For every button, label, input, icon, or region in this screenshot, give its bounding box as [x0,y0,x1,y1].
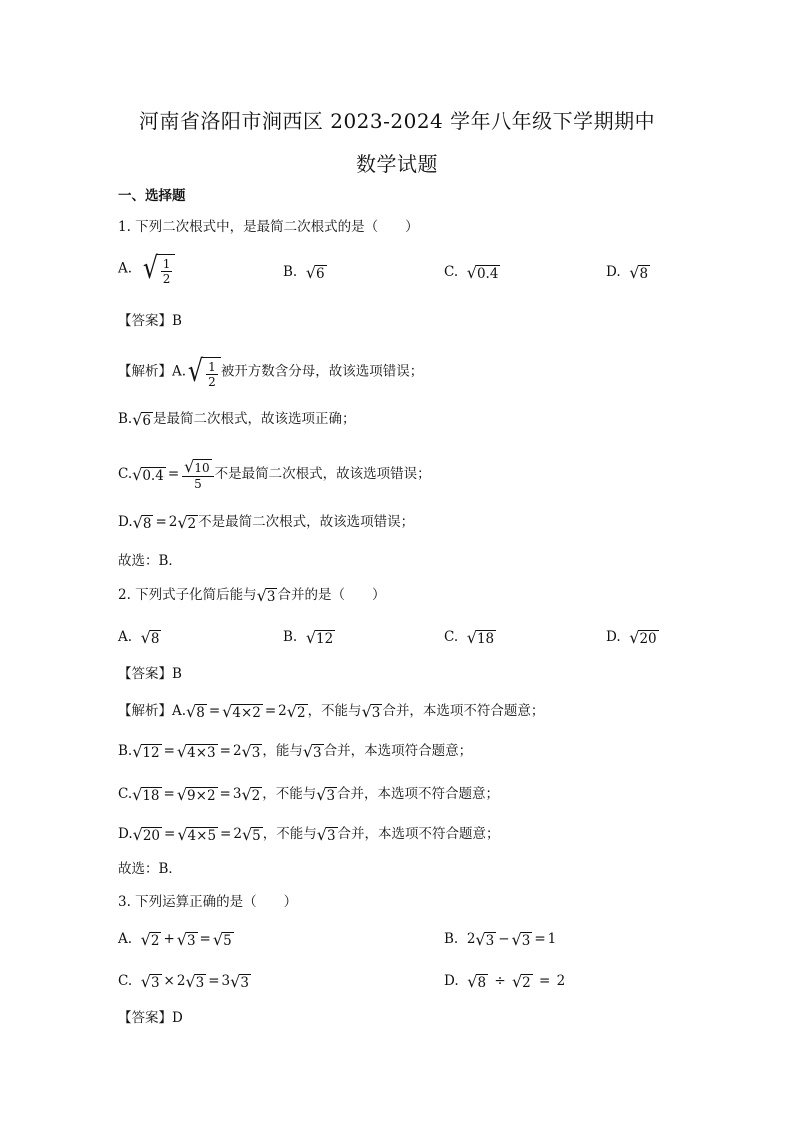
q2-answer: 【答案】B [118,666,182,682]
q1-option-b: B. √ 6 [283,262,325,282]
q2-option-c: C. √ 18 [444,627,495,647]
q2-option-a: A. √ 8 [118,627,160,647]
q3-option-c: C. √ 3 × 2 √ 3 = 3 √ 3 [118,971,249,991]
q1-option-d: D. √ 8 [606,262,649,282]
q1-explanation-d: D. √ 8 = 2 √ 2 不是最简二次根式，故该选项错误； [118,512,415,532]
q3-option-d: D. √ 8 ÷ √ 2 = 2 [444,971,566,991]
q1-stem: 1. 下列二次根式中，是最简二次根式的是（ ） [118,219,419,235]
q3-answer: 【答案】D [118,1010,183,1026]
q1-explanation-a: 【解析】A. √ $\frac{1}{2}$ 被开方数含分母，故该选项错误； [118,354,424,389]
q1-option-c: C. √ 0.4 [444,262,499,282]
q1-conclusion: 故选：B． [118,553,182,569]
q3-stem: 3. 下列运算正确的是（ ） [118,894,298,910]
q3-option-b: B. 2 √ 3 − √ 3 = 1 [444,929,557,949]
q2-explanation-c: C. √ 18 = √ 9×2 = 3 √ 2 ，不能与 √ 3 合并，本选项不符合题意； [118,784,500,804]
q1-explanation-c: C. √ 0.4 = √ 10 5 不是最简二次根式，故该选项错误； [118,457,431,491]
q2-conclusion: 故选：B． [118,861,182,877]
q3-option-a: A. √ 2 + √ 3 = √ 5 [118,929,232,949]
q1-answer: 【答案】B [118,313,182,329]
q2-stem: 2. 下列式子化简后能与 √ 3 合并的是（ ） [118,585,386,605]
section-heading: 一、选择题 [118,188,186,204]
q2-explanation-a: 【解析】A. √ 8 = √ 4×2 = 2 √ 2 ，不能与 √ 3 合并，本选项不符合题意； [118,701,545,721]
q2-explanation-d: D. √ 20 = √ 4×5 = 2 √ 5 ，不能与 √ 3 合并，本选项不符合题意； [118,824,500,844]
q2-option-b: B. √ 12 [283,627,334,647]
q1-explanation-b: B. √ 6 是最简二次根式，故该选项正确； [118,409,356,429]
q1-option-a: A. √ $\frac{1}{2}$ [118,252,175,286]
page-title-line2: 数学试题 [356,152,438,176]
q2-option-d: D. √ 20 [606,627,657,647]
q2-explanation-b: B. √ 12 = √ 4×3 = 2 √ 3 ，能与 √ 3 合并，本选项符合题意； [118,741,473,761]
page-title-line1: 河南省洛阳市涧西区 2023-2024 学年八年级下学期期中 [138,109,656,133]
